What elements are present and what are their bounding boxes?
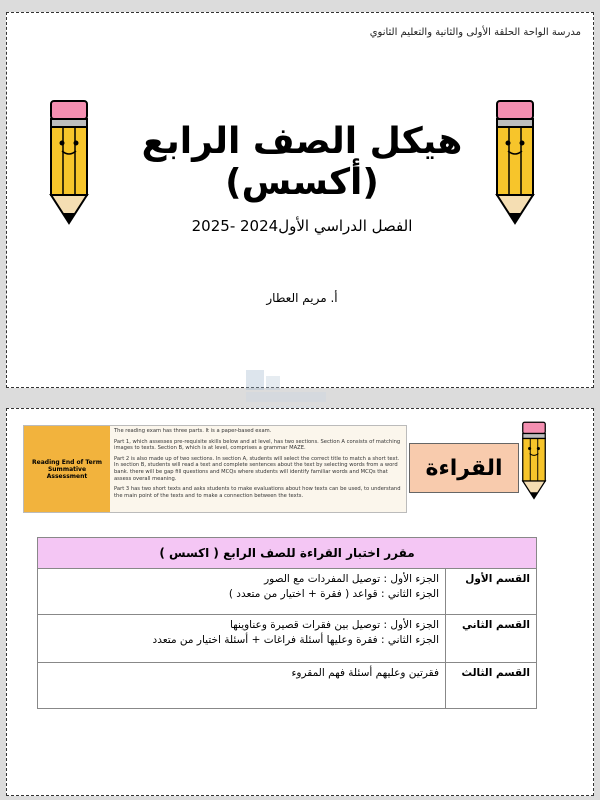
semester-label: الفصل الدراسي الأول2024 -2025 xyxy=(191,217,413,235)
section-line: الجزء الأول : توصيل المفردات مع الصور xyxy=(264,573,439,585)
assessment-description xyxy=(110,426,406,512)
section-content xyxy=(38,569,446,615)
info-paragraph: The reading exam has three parts. It is a paper-based exam. xyxy=(114,428,272,434)
info-paragraph: Part 1, which assesses pre-requisite skills below and at level, has two sections. Section A consists of matching images to texts. Section B, which is at level, comprises a grammar MAZE. xyxy=(114,438,401,452)
page-title: هيكل الصف الرابع (أكسس) xyxy=(141,121,463,203)
section-name: القسم الثاني xyxy=(446,615,537,663)
section-line: الجزء الأول : توصيل بين فقرات قصيرة وعناوينها xyxy=(229,619,439,631)
section-line: فقرتين وعليهم أسئلة فهم المقروء xyxy=(291,667,439,679)
school-name: مدرسة الواحة الحلقة الأولى والثانية والتعليم الثانوي xyxy=(369,27,581,38)
info-paragraph: Part 2 is also made up of two sections. In section A, students will select the correct title to match a short text. In section B, students will read a text and complete sentences about the text by selecting words from a word bank. there will be gap fill questions and MCQs where students will identify familiar words and MCQs that assess overall meaning. xyxy=(114,455,400,482)
table-header: مقرر اختبار القراءة للصف الرابع ( اكسس ) xyxy=(38,538,537,569)
table-row xyxy=(38,615,537,663)
section-line: الجزء الثاني : فقرة وعليها أسئلة فراغات + أسئلة اختيار من متعدد xyxy=(152,634,439,646)
table-row xyxy=(38,569,537,615)
cover-page xyxy=(6,12,594,388)
section-content xyxy=(38,615,446,663)
section-content xyxy=(38,663,446,709)
reading-badge: القراءة xyxy=(409,443,519,493)
course-table xyxy=(37,537,537,709)
assessment-info-box xyxy=(23,425,407,513)
reading-page xyxy=(6,408,594,796)
pencil-icon xyxy=(45,99,93,227)
table-row xyxy=(38,663,537,709)
section-name: القسم الأول xyxy=(446,569,537,615)
table-header-row xyxy=(38,538,537,569)
teacher-name: أ. مريم العطار xyxy=(266,291,338,305)
assessment-label: Reading End of Term Summative Assessment xyxy=(24,426,110,512)
info-paragraph: Part 3 has two short texts and asks students to make evaluations about how texts can be used, to understand the main point of the texts and to make a connection between the texts. xyxy=(114,486,401,499)
section-name: القسم الثالث xyxy=(446,663,537,709)
section-line: الجزء الثاني : قواعد ( فقرة + اختيار من متعدد ) xyxy=(228,588,439,600)
pencil-icon xyxy=(519,421,549,501)
